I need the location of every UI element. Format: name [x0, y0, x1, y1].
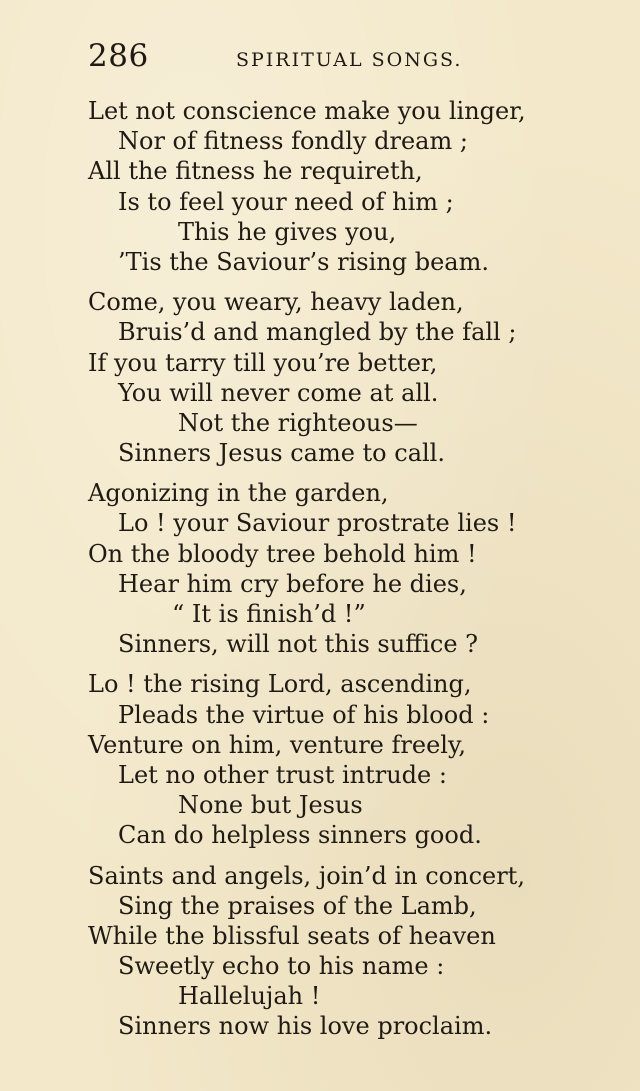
verse-line: This he gives you,: [178, 217, 397, 246]
stanza-2: [88, 287, 608, 468]
running-title: SPIRITUAL SONGS.: [236, 49, 463, 71]
page-number: 286: [88, 38, 149, 74]
verse-line: Come, you weary, heavy laden,: [88, 288, 464, 317]
verse-line: On the bloody tree behold him !: [88, 539, 477, 568]
hymn-text: [88, 96, 608, 1052]
verse-line: Hallelujah !: [178, 982, 321, 1011]
verse-line: Sinners, will not this suffice ?: [118, 630, 479, 659]
verse-line: Sweetly echo to his name :: [118, 952, 445, 981]
verse-line: “ It is finish’d !”: [172, 600, 366, 628]
verse-line: Sinners Jesus came to call.: [118, 439, 445, 468]
verse-line: If you tarry till you’re better,: [88, 348, 438, 377]
verse-line: Can do helpless sinners good.: [118, 821, 482, 850]
verse-line: Is to feel your need of him ;: [118, 187, 454, 216]
verse-line: Let no other trust intrude :: [118, 760, 447, 789]
stanza-5: [88, 861, 608, 1042]
verse-line: Saints and angels, join’d in concert,: [88, 861, 525, 890]
stanza-4: [88, 669, 608, 850]
verse-line: Agonizing in the garden,: [88, 479, 389, 508]
verse-line: You will never come at all.: [118, 378, 439, 407]
verse-line: Sing the praises of the Lamb,: [118, 891, 477, 920]
verse-line: Sinners now his love proclaim.: [118, 1012, 493, 1041]
verse-line: Venture on him, venture freely,: [88, 730, 466, 759]
verse-line: Nor of fitness fondly dream ;: [118, 127, 468, 156]
verse-line: Let not conscience make you linger,: [88, 97, 526, 125]
verse-line: Bruis’d and mangled by the fall ;: [118, 318, 517, 347]
verse-line: Lo ! your Saviour prostrate lies !: [118, 509, 517, 538]
verse-line: None but Jesus: [178, 791, 363, 820]
verse-line: Lo ! the rising Lord, ascending,: [88, 670, 472, 699]
verse-line: Not the righteous—: [178, 408, 418, 437]
page-header: [88, 38, 508, 78]
verse-line: ’Tis the Saviour’s rising beam.: [118, 247, 489, 276]
verse-line: All the fitness he requireth,: [88, 157, 423, 186]
verse-line: While the blissful seats of heaven: [88, 921, 496, 950]
verse-line: Hear him cry before he dies,: [118, 569, 467, 598]
verse-line: Pleads the virtue of his blood :: [118, 700, 490, 729]
stanza-3: [88, 478, 608, 659]
stanza-1: [88, 96, 608, 277]
